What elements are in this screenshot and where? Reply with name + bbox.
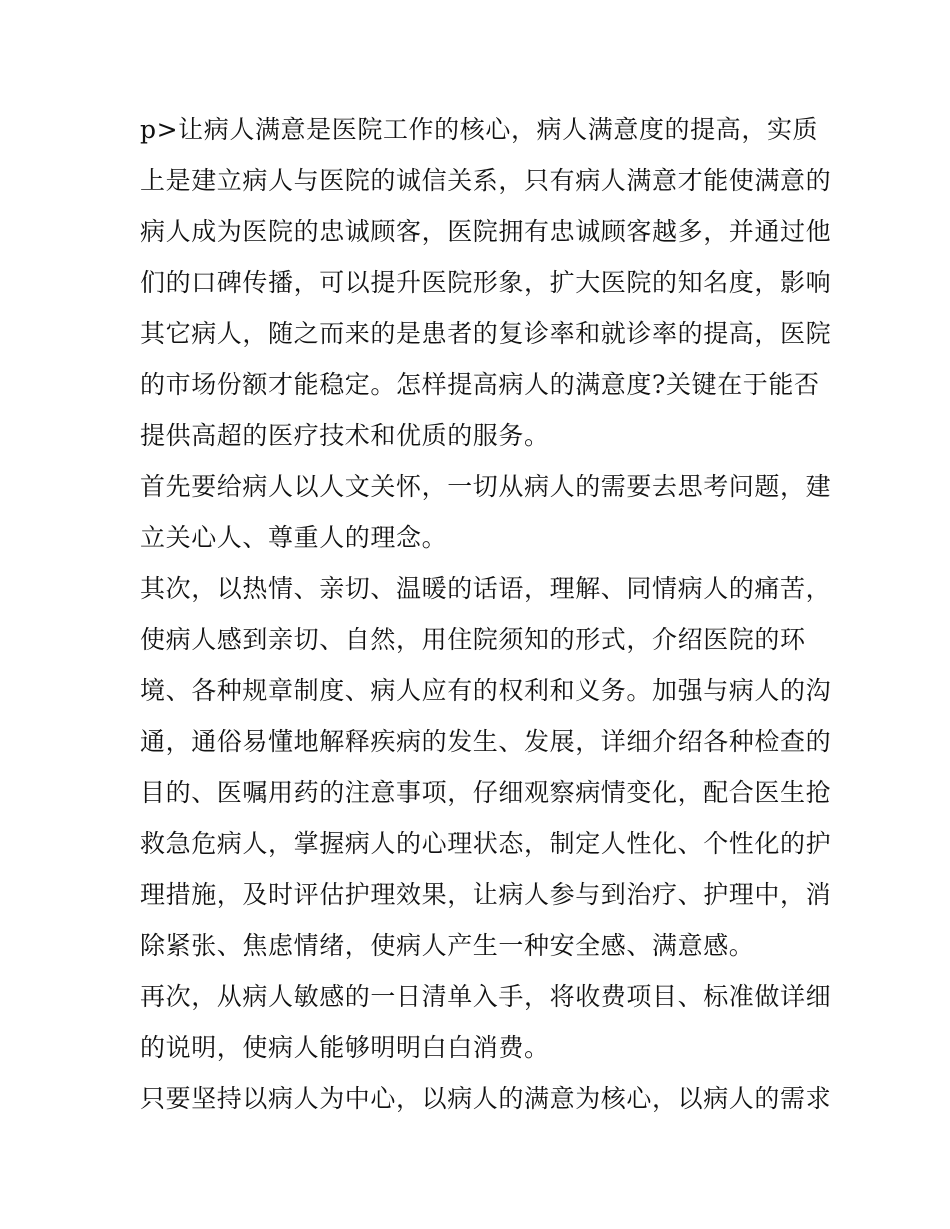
text-line: 首先要给病人以人文关怀，一切从病人的需要去思考问题，建 [140,472,832,501]
text-line: 的市场份额才能稳定。怎样提高病人的满意度?关键在于能否 [140,370,820,399]
text-line: 立关心人、尊重人的理念。 [140,523,448,552]
document-body [140,104,832,1124]
text-line: 上是建立病人与医院的诚信关系，只有病人满意才能使满意的 [140,166,832,195]
text-line: 病人成为医院的忠诚顾客，医院拥有忠诚顾客越多，并通过他 [140,217,832,246]
text-line: 目的、医嘱用药的注意事项，仔细观察病情变化，配合医生抢 [140,778,832,807]
text-line: 除紧张、焦虑情绪，使病人产生一种安全感、满意感。 [140,931,755,960]
text-line: 们的口碑传播，可以提升医院形象，扩大医院的知名度，影响 [140,268,832,297]
text-line: 使病人感到亲切、自然，用住院须知的形式，介绍医院的环 [140,625,806,654]
text-line: 通，通俗易懂地解释疾病的发生、发展，详细介绍各种检查的 [140,727,832,756]
text-line: 提供高超的医疗技术和优质的服务。 [140,421,550,450]
text-line: 其次，以热情、亲切、温暖的话语，理解、同情病人的痛苦， [140,574,832,603]
text-line: 其它病人，随之而来的是患者的复诊率和就诊率的提高，医院 [140,319,832,348]
text-line: p>让病人满意是医院工作的核心，病人满意度的提高，实质 [140,115,819,144]
text-line: 的说明，使病人能够明明白白消费。 [140,1033,550,1062]
text-line: 理措施，及时评估护理效果，让病人参与到治疗、护理中，消 [140,880,832,909]
text-line: 救急危病人，掌握病人的心理状态，制定人性化、个性化的护 [140,829,832,858]
text-line: 只要坚持以病人为中心，以病人的满意为核心，以病人的需求 [140,1084,832,1113]
text-line: 境、各种规章制度、病人应有的权利和义务。加强与病人的沟 [140,676,832,705]
text-line: 再次，从病人敏感的一日清单入手，将收费项目、标准做详细 [140,982,832,1011]
